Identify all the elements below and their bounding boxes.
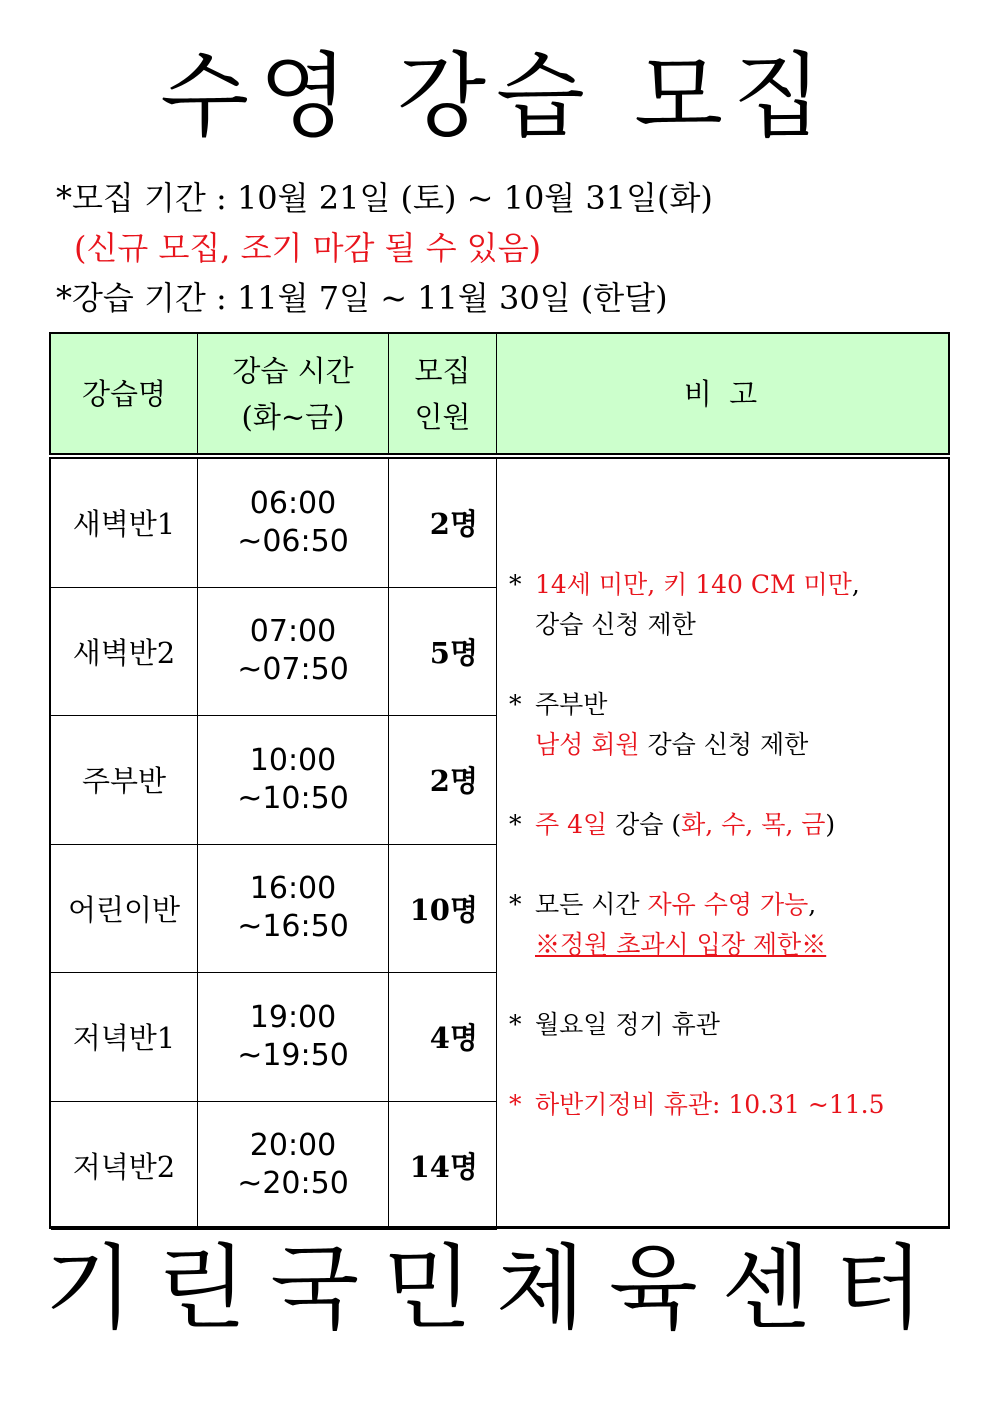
class-count: 2명 [389,459,497,588]
table-header [49,332,950,455]
page-title: 수영 강습 모집 [160,43,832,150]
time-start: 20:00 [249,1128,337,1164]
note-red-text: 자유 수영 가능 [647,890,809,919]
note-red-text: 주 4일 [535,810,608,839]
class-name: 주부반 [51,716,198,845]
class-name: 저녁반2 [51,1102,198,1231]
class-name: 새벽반1 [51,459,198,588]
note-text: 강습 ( [607,810,682,839]
class-count: 14명 [389,1102,497,1231]
time-end: ~06:50 [237,523,349,559]
class-count: 2명 [389,716,497,845]
header-count-line2: 인원 [414,399,471,434]
note-text: ) [825,810,836,839]
note-text: 강습 신청 제한 [639,730,809,759]
note-red-text: 남성 회원 [535,730,640,759]
note-weekly [509,805,835,845]
note-text: , [851,570,860,599]
note-age-height [509,565,860,645]
note-capacity-warning: ※정원 초과시 입장 제한※ [535,930,827,959]
note-text: 주부반 [535,690,608,719]
note-text: 모든 시간 [535,890,648,919]
time-end: ~20:50 [237,1166,349,1202]
time-end: ~16:50 [237,909,349,945]
header-count-line1: 모집 [414,353,471,388]
note-bullet: * [509,570,522,599]
class-time [198,588,389,717]
table-row [51,588,497,717]
header-time-line1: 강습 시간 [232,353,354,388]
note-red-text: 화, 수, 목, 금 [681,810,826,839]
note-housewife [509,685,808,765]
note-text: 월요일 정기 휴관 [535,1010,720,1039]
time-end: ~19:50 [237,1037,349,1073]
schedule-table [49,457,950,1229]
time-start: 16:00 [249,871,337,907]
center-name: 기린국민체육센터 [44,1235,948,1342]
class-count: 10명 [389,845,497,974]
note-bullet: * [509,810,522,839]
remarks-cell [497,459,948,1226]
note-bullet: * [509,1010,522,1039]
class-count: 5명 [389,588,497,717]
class-time [198,1102,389,1231]
note-red-text: 14세 미만, 키 140 CM 미만 [535,570,852,599]
table-row [51,1102,497,1231]
note-maintenance [509,1085,885,1125]
table-row [51,716,497,845]
note-text: 강습 신청 제한 [535,610,696,639]
class-time [198,973,389,1102]
header-time [198,334,389,453]
time-start: 10:00 [249,742,337,778]
note-bullet: * [509,890,522,919]
header-count [389,334,497,453]
note-bullet: * [509,1090,522,1119]
note-red-text: 하반기정비 휴관: 10.31 ~11.5 [535,1090,885,1119]
class-name: 새벽반2 [51,588,198,717]
header-time-line2: (화~금) [241,399,345,434]
table-row [51,845,497,974]
time-end: ~07:50 [237,652,349,688]
header-remarks: 비 고 [683,376,762,411]
time-start: 06:00 [249,485,337,521]
table-row [51,459,497,588]
class-period: *강습 기간 : 11월 7일 ~ 11월 30일 (한달) [56,279,668,317]
note-bullet: * [509,690,522,719]
class-name: 저녁반1 [51,973,198,1102]
time-start: 19:00 [249,999,337,1035]
class-time [198,845,389,974]
table-row [51,973,497,1102]
class-name: 어린이반 [51,845,198,974]
header-name: 강습명 [51,334,198,453]
note-free-swim [509,885,826,965]
time-end: ~10:50 [237,780,349,816]
note-monday-closed [509,1005,720,1045]
recruit-period: *모집 기간 : 10월 21일 (토) ~ 10월 31일(화) [56,179,713,217]
note-text: , [808,890,817,919]
class-count: 4명 [389,973,497,1102]
time-start: 07:00 [249,614,337,650]
class-time [198,716,389,845]
recruit-note: (신규 모집, 조기 마감 될 수 있음) [74,229,542,267]
class-time [198,459,389,588]
